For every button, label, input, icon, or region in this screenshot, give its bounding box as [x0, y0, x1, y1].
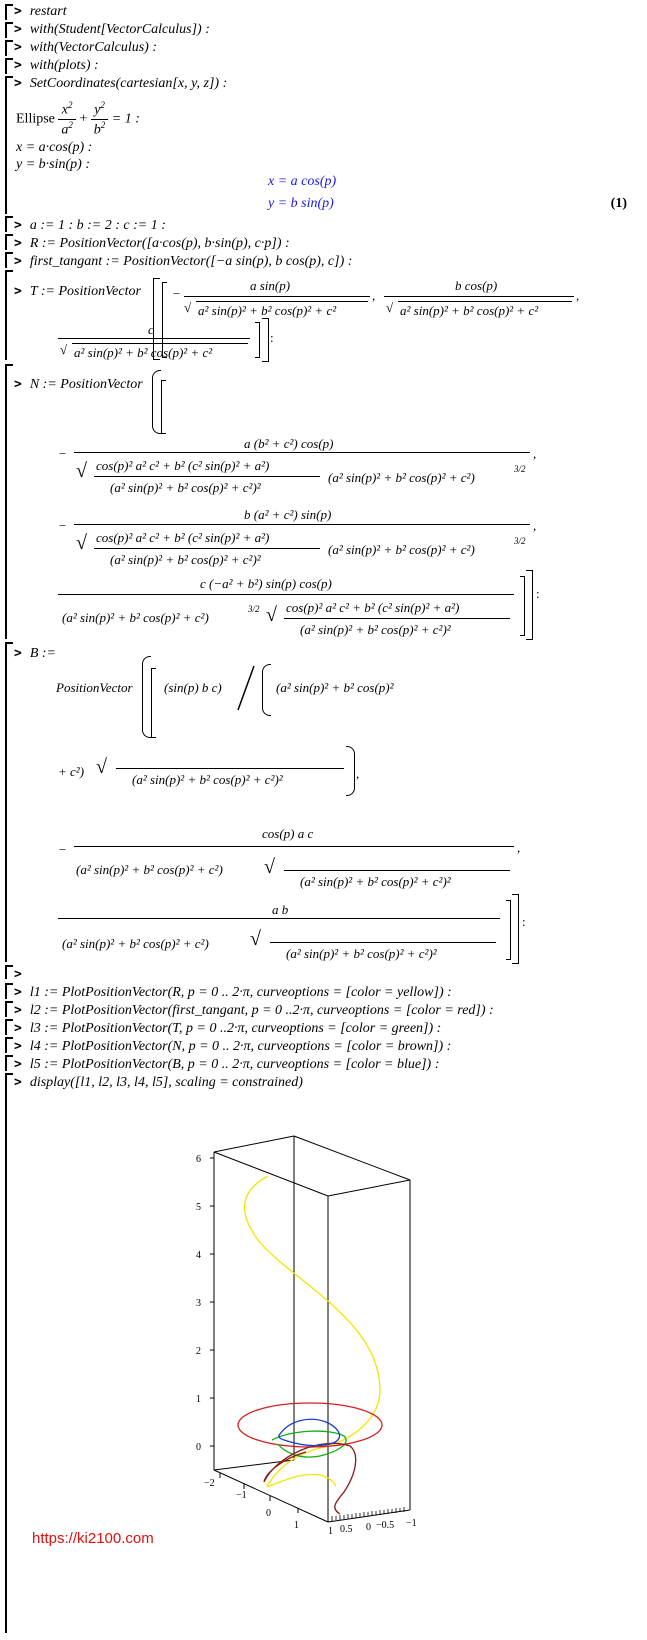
paren-close	[346, 746, 355, 796]
z-tick-label: 5	[196, 1202, 201, 1213]
b-numerator-2: cos(p) a c	[262, 826, 314, 841]
command-l5[interactable]: > l5 := PlotPositionVector(B, p = 0 .. 2·π, curveoptions = [color = blue]) :	[14, 1057, 440, 1072]
bracket-close	[512, 894, 519, 964]
x-tick-label: 1	[294, 1520, 299, 1531]
y-axis	[328, 1507, 417, 1537]
command-t[interactable]: > T := PositionVector	[14, 284, 141, 299]
z-tick-label: 6	[196, 1154, 201, 1165]
fraction-bar	[74, 452, 530, 453]
group-bracket	[5, 1073, 16, 1633]
y-tick-label: 0.5	[340, 1524, 353, 1535]
n-tail: (a² sin(p)² + b² cos(p)² + c²)	[328, 542, 475, 557]
b-sqrt-denominator: (a² sin(p)² + b² cos(p)² + c²)²	[286, 946, 437, 961]
t-denominator-2: a² sin(p)² + b² cos(p)² + c²	[400, 303, 539, 318]
z-tick-label: 0	[196, 1442, 201, 1453]
group-bracket	[5, 642, 16, 962]
ellipse-y-line[interactable]: y = b·sin(p) :	[16, 157, 90, 172]
command-text: with(VectorCalculus) :	[29, 40, 157, 55]
b-denominator-head: (a² sin(p)² + b² cos(p)² + c²)	[76, 862, 223, 877]
command-text: R := PositionVector([a·cos(p), b·sin(p), c·p]) :	[29, 236, 290, 251]
x-tick-label: 0	[266, 1508, 271, 1519]
exponent: 2	[68, 119, 73, 130]
n-sqrt-numerator: cos(p)² a² c² + b² (c² sin(p)² + a²)	[96, 458, 270, 473]
command-text: l1 := PlotPositionVector(R, p = 0 .. 2·π, curveoptions = [color = yellow]) :	[29, 985, 452, 1000]
bounding-box	[214, 1136, 410, 1522]
fraction-bar	[384, 296, 574, 297]
command-first-tangant[interactable]: > first_tangant := PositionVector([−a sin(p), b cos(p), c]) :	[14, 254, 353, 269]
curve-yellow-helix	[245, 1176, 380, 1486]
t-denominator-1: a² sin(p)² + b² cos(p)² + c²	[198, 303, 337, 318]
bracket-open	[152, 370, 161, 434]
command-l4[interactable]: > l4 := PlotPositionVector(N, p = 0 .. 2·π, curveoptions = [color = brown]) :	[14, 1039, 452, 1054]
fraction-bar	[58, 594, 514, 595]
command-text: l4 := PlotPositionVector(N, p = 0 .. 2·π, curveoptions = [color = brown]) :	[29, 1039, 452, 1054]
command-with-plots[interactable]: > with(plots) :	[14, 58, 99, 73]
maple-worksheet: > restart > with(Student[VectorCalculus]) : > with(VectorCalculus) : > with(plots) : > SetCoordinates(cartesian[x, y, z]) : Ellipse $\frac{x^2}{a^2}$ + $\frac{y^2}{b^2}$ = 1 : x = a·cos(p) : y = b·sin(p) : x = a cos(p) y = b sin(p) (1) > a := 1 : b := 2 : c := 1 : > R := PositionVector([a·cos(p), b·sin(p), c·p]) : > first_tangant := PositionVector([−a sin(p), b cos(p), c]) : > T := PositionVector − a sin(p) √ a² sin(p)² + b² cos(p)² + c² , b cos(p) √ a² sin(p)² + b² cos(p)² + c² , c √ a² sin(p)² + b² cos(p)² + c² : > N := PositionVector − a (b² + c²) cos(p) √ cos(p)² a² c² + b² (c² sin(p)² + a²) (a² sin(p)² + b² cos(p)² + c²)² (a² sin(p)² + b² cos(p)² + c²) 3/2 , − b (a² + c²) sin(p) √ cos(p)² a² c² + b² (c² sin(p)² + a²) (a² sin(p)² + b² cos(p)² + c²)² (a² sin(p)² + b² cos(p)² + c²) 3/2 , c (−a² + b²) sin(p) cos(p) (a² sin(p)² + b² cos(p)² + c²) 3/2 √ cos(p)² a² c² + b² (c² sin(p)² + a²) (a² sin(p)² + b² cos(p)² + c²)² : > B := PositionVector (sin(p) b c) (a² sin(p)² + b² cos(p)² + c²) √ (a² sin(p)² + b² cos(p)² + c²)² , − cos(p) a c (a² sin(p)² + b² cos(p)² + c²) √ (a² sin(p)² + b² cos(p)² + c²)² , a b (a² sin(p)² + b² cos(p)² + c²) √ (a² sin(p)² + b² cos(p)² + c²)² : > > l1 := PlotPositionVector(R, p = 0 .. 2·π, curveoptions = [color = yellow]) : > l2 := PlotPositionVector(first_tangant, p = 0 ..2·π, curveoptions = [color = red]) : > l3 := PlotPositionVector(T, p = 0 ..2·π, curveoptions = [color = green]) : > l4 := PlotPositionVector(N, p = 0 .. 2·π, curveoptions = [color = brown]) : > l5 := PlotPositionVector(B, p = 0 .. 2·π, curveoptions = [color = blue]) : > display([l1, l2, l3, l4, l5], scaling = constrained) 6 5 4 3 2 1 0 −2 −1 0 1 1 0.5 0 −0.5 −1 https://ki2100.com	[0, 0, 647, 1640]
fraction-bar	[116, 768, 344, 769]
command-with-student[interactable]: > with(Student[VectorCalculus]) :	[14, 22, 210, 37]
group-bracket	[5, 76, 16, 214]
fraction-x	[58, 100, 76, 138]
b-denominator-cont: + c²)	[58, 764, 85, 779]
t-numerator-2: b cos(p)	[455, 278, 498, 293]
equation-rest: = 1 :	[111, 111, 140, 127]
output-x: x = a cos(p)	[268, 174, 337, 189]
z-axis	[196, 1154, 214, 1453]
command-text: T := PositionVector	[29, 284, 141, 299]
command-restart[interactable]: > restart	[14, 4, 67, 19]
n-numerator-1: a (b² + c²) cos(p)	[244, 436, 334, 451]
bracket-close	[520, 576, 525, 636]
curve-brown-normal	[264, 1443, 356, 1514]
command-assign-r[interactable]: > R := PositionVector([a·cos(p), b·sin(p), c·p]) :	[14, 236, 290, 251]
sqrt-bar	[398, 301, 572, 302]
z-tick-label: 2	[196, 1346, 201, 1357]
command-text: N := PositionVector	[29, 377, 143, 392]
n-numerator-2: b (a² + c²) sin(p)	[244, 507, 332, 522]
command-n[interactable]: > N := PositionVector	[14, 377, 143, 392]
division-slash	[234, 664, 258, 712]
n-sqrt-denominator: (a² sin(p)² + b² cos(p)² + c²)²	[110, 480, 261, 495]
bracket-close	[526, 570, 533, 640]
command-assign-abc[interactable]: > a := 1 : b := 2 : c := 1 :	[14, 218, 166, 233]
command-with-vectorcalculus[interactable]: > with(VectorCalculus) :	[14, 40, 157, 55]
statement-end: :	[270, 330, 274, 345]
z-tick-label: 1	[196, 1394, 201, 1405]
y-tick-label: −0.5	[376, 1520, 395, 1531]
statement-end: :	[536, 586, 540, 601]
command-l2[interactable]: > l2 := PlotPositionVector(first_tangant, p = 0 ..2·π, curveoptions = [color = red]) :	[14, 1003, 494, 1018]
bracket-open	[161, 380, 166, 434]
exponent: 2	[100, 100, 105, 110]
x-tick-label: −2	[204, 1478, 215, 1489]
command-text: SetCoordinates(cartesian[x, y, z]) :	[29, 76, 228, 91]
equation-label: (1)	[610, 196, 627, 211]
n-sqrt-numerator: cos(p)² a² c² + b² (c² sin(p)² + a²)	[286, 600, 460, 615]
n-sqrt-denominator: (a² sin(p)² + b² cos(p)² + c²)²	[110, 552, 261, 567]
statement-end: :	[522, 914, 526, 929]
b-sqrt-denominator: (a² sin(p)² + b² cos(p)² + c²)²	[132, 772, 283, 787]
fraction-bar	[58, 338, 250, 339]
n-sqrt-numerator: cos(p)² a² c² + b² (c² sin(p)² + a²)	[96, 530, 270, 545]
command-text: restart	[29, 4, 67, 19]
command-text: B :=	[29, 646, 56, 661]
b-first-numerator: (sin(p) b c)	[164, 680, 222, 695]
n-power: 3/2	[514, 536, 526, 546]
denominator-a: a	[61, 122, 69, 138]
paren-open	[262, 664, 271, 716]
exponent: 2	[68, 100, 73, 110]
n-tail: (a² sin(p)² + b² cos(p)² + c²)	[62, 610, 209, 625]
fraction-bar	[270, 942, 496, 943]
bracket-close	[506, 900, 511, 960]
fraction-bar	[58, 918, 500, 919]
command-display[interactable]: > display([l1, l2, l3, l4, l5], scaling = constrained)	[14, 1075, 303, 1090]
n-power: 3/2	[514, 464, 526, 474]
bracket-open	[142, 656, 151, 738]
b-numerator-3: a b	[272, 902, 289, 917]
bracket-close	[262, 318, 269, 362]
fraction-bar	[184, 296, 370, 297]
command-text: l2 := PlotPositionVector(first_tangant, p = 0 ..2·π, curveoptions = [color = red]) :	[29, 1003, 494, 1018]
fraction-bar	[94, 476, 320, 477]
ellipse-word: Ellipse	[16, 111, 55, 127]
fraction-y	[91, 100, 109, 138]
numerator-y: y	[94, 102, 101, 118]
watermark-url[interactable]: https://ki2100.com	[32, 1530, 154, 1547]
command-text: with(Student[VectorCalculus]) :	[29, 22, 210, 37]
command-text: l3 := PlotPositionVector(T, p = 0 ..2·π, curveoptions = [color = green]) :	[29, 1021, 442, 1036]
b-denominator-start: (a² sin(p)² + b² cos(p)²	[276, 680, 394, 695]
n-tail: (a² sin(p)² + b² cos(p)² + c²)	[328, 470, 475, 485]
n-power: 3/2	[248, 604, 260, 614]
n-numerator-3: c (−a² + b²) sin(p) cos(p)	[200, 576, 332, 591]
output-y: y = b sin(p)	[268, 196, 334, 211]
n-sqrt-denominator: (a² sin(p)² + b² cos(p)² + c²)²	[300, 622, 451, 637]
command-text: a := 1 : b := 2 : c := 1 :	[29, 218, 166, 233]
position-vector-label: PositionVector	[56, 680, 133, 695]
x-tick-label: −1	[236, 1490, 247, 1501]
sqrt-bar	[72, 343, 248, 344]
command-l3[interactable]: > l3 := PlotPositionVector(T, p = 0 ..2·π, curveoptions = [color = green]) :	[14, 1021, 442, 1036]
empty-prompt[interactable]: >	[14, 967, 22, 982]
z-tick-label: 3	[196, 1298, 201, 1309]
y-tick-label: −1	[406, 1518, 417, 1529]
z-tick-label: 4	[196, 1250, 201, 1261]
curve-red-tangent	[238, 1403, 382, 1447]
plot-3d[interactable]	[180, 1130, 440, 1540]
group-bracket	[5, 364, 16, 639]
fraction-bar	[74, 846, 514, 847]
sqrt-bar	[196, 301, 368, 302]
y-tick-label: 0	[366, 1522, 371, 1533]
command-text: l5 := PlotPositionVector(B, p = 0 .. 2·π, curveoptions = [color = blue]) :	[29, 1057, 440, 1072]
fraction-bar	[74, 524, 530, 525]
command-setcoordinates[interactable]: > SetCoordinates(cartesian[x, y, z]) :	[14, 76, 228, 91]
command-l1[interactable]: > l1 := PlotPositionVector(R, p = 0 .. 2·π, curveoptions = [color = yellow]) :	[14, 985, 452, 1000]
command-text: first_tangant := PositionVector([−a sin(p), b cos(p), c]) :	[29, 254, 353, 269]
bracket-open	[151, 668, 156, 738]
fraction-bar	[94, 548, 320, 549]
exponent: 2	[100, 119, 106, 130]
ellipse-x-line[interactable]: x = a·cos(p) :	[16, 140, 93, 155]
command-b[interactable]: > B :=	[14, 646, 56, 661]
fraction-bar	[284, 618, 510, 619]
y-tick-label: 1	[328, 1526, 333, 1537]
command-text: with(plots) :	[29, 58, 99, 73]
bracket-close	[255, 322, 260, 358]
command-text: display([l1, l2, l3, l4, l5], scaling = constrained)	[29, 1075, 303, 1090]
b-sqrt-denominator: (a² sin(p)² + b² cos(p)² + c²)²	[300, 874, 451, 889]
t-numerator-3: c	[148, 322, 154, 337]
fraction-bar	[284, 870, 510, 871]
ellipse-equation[interactable]: Ellipse $\frac{x^2}{a^2}$ + $\frac{y^2}{b^2}$ = 1 :	[16, 100, 140, 138]
numerator-x: x	[61, 102, 68, 118]
b-denominator-head: (a² sin(p)² + b² cos(p)² + c²)	[62, 936, 209, 951]
t-numerator-1: a sin(p)	[250, 278, 291, 293]
t-denominator-3: a² sin(p)² + b² cos(p)² + c²	[74, 345, 213, 360]
denominator-b: b	[93, 122, 101, 138]
